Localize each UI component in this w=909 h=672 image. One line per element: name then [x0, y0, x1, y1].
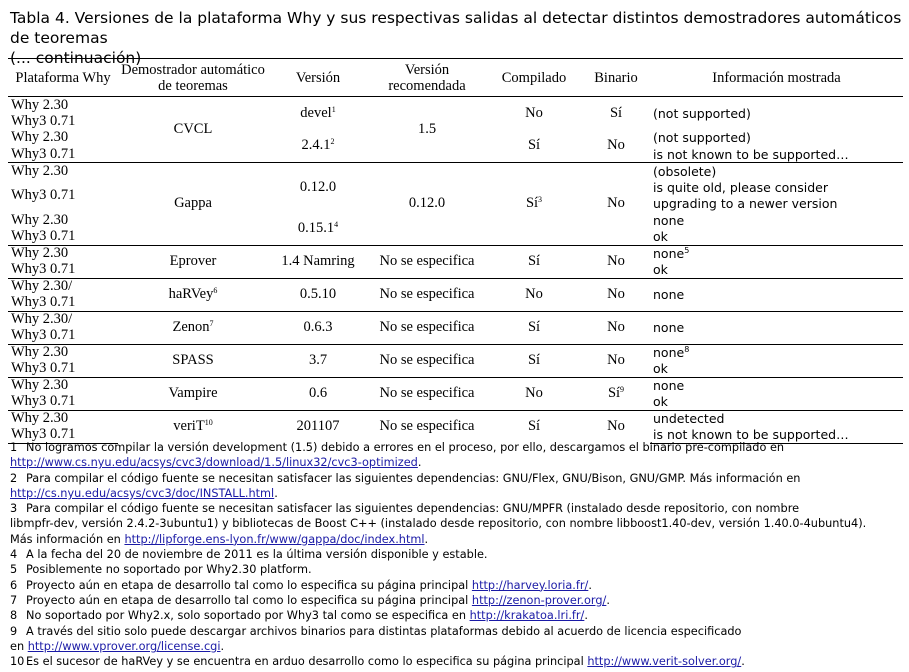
version-cell: 0.5.10 — [268, 278, 368, 311]
platform-cell: Why 2.30 — [8, 245, 118, 262]
compiled-cell: No — [486, 377, 582, 410]
footnote-4: 4 A la fecha del 20 de noviembre de 2011 es la última versión disponible y estable. — [10, 548, 488, 562]
table-row — [8, 344, 903, 361]
compiled-cell: Sí — [486, 410, 582, 443]
compiled-cell: No — [486, 278, 582, 311]
binary-cell: No — [582, 163, 650, 246]
platform-cell: Why 2.30 — [8, 163, 118, 180]
compiled-cell: Sí — [486, 245, 582, 278]
recommended-cell: No se especifica — [368, 245, 486, 278]
platform-cell: Why 2.30 — [8, 97, 118, 114]
binary-cell: No — [582, 410, 650, 443]
platform-cell: Why 2.30 — [8, 410, 118, 427]
caption-line-1: Tabla 4. Versiones de la plataforma Why y sus respectivas salidas al detectar distintos demostradores automáticos de teoremas — [10, 9, 902, 47]
binary-cell: No — [582, 278, 650, 311]
info-cell: ok — [653, 262, 668, 277]
prover-cell: haRVey$^6$ — [118, 278, 268, 311]
footnote-5: 5 Posiblemente no soportado por Why2.30 platform. — [10, 563, 312, 577]
info-cell: is not known to be supported… — [653, 146, 849, 162]
version-cell: 3.7 — [268, 344, 368, 377]
binary-cell: No — [582, 344, 650, 377]
platform-cell: Why 2.30/ — [8, 311, 118, 328]
platform-cell: Why 2.30/ — [8, 278, 118, 295]
platform-cell: Why3 0.71 — [11, 294, 76, 310]
platform-cell: Why3 0.71 — [11, 145, 76, 162]
platform-cell: Why 2.30 — [8, 344, 118, 361]
platform-cell: Why 2.30 — [8, 377, 118, 394]
footnote-9-link[interactable]: http://www.vprover.org/license.cgi — [27, 639, 221, 653]
table-row — [8, 377, 903, 394]
prover-cell: veriT$^{10}$ — [118, 410, 268, 443]
binary-cell: No — [607, 137, 625, 154]
info-cell: undetected — [650, 410, 903, 427]
table-row — [8, 410, 903, 427]
caption-line-2: (... continuación) — [10, 49, 142, 67]
header-compiled: Compilado — [486, 59, 582, 97]
compiled-cell: No — [486, 97, 582, 130]
platform-cell: Why3 0.71 — [11, 112, 76, 129]
compiled-cell: $Sí^3$ — [486, 163, 582, 246]
header-version: Versión — [268, 59, 368, 97]
platform-cell: Why3 0.71 — [11, 261, 76, 277]
platform-cell: Why3 0.71 — [11, 228, 76, 244]
version-cell: devel$^1$ — [268, 97, 368, 130]
prover-cell: Gappa — [118, 163, 268, 246]
version-cell: 0.15.1$^4$ — [297, 219, 339, 236]
platform-cell: Why 2.30 — [11, 211, 69, 228]
platform-cell: Why3 0.71 — [11, 393, 76, 409]
header-binary: Binario — [582, 59, 650, 97]
platform-cell: Why3 0.71 — [11, 360, 76, 376]
platform-cell: Why3 0.71 — [8, 427, 118, 444]
recommended-cell: No se especifica — [368, 377, 486, 410]
info-cell: none$^8$ — [650, 344, 903, 361]
recommended-cell: 1.5 — [368, 97, 486, 163]
platform-cell: Why3 0.71 — [11, 187, 76, 203]
version-cell: 0.6 — [268, 377, 368, 410]
version-cell: 2.4.1$^2$ — [301, 137, 335, 154]
table-header-row — [8, 59, 903, 97]
footnote-6: 6 Proyecto aún en etapa de desarrollo tal como lo especifica su página principal http://harvey.loria.fr/. — [10, 578, 592, 592]
header-info: Información mostrada — [650, 59, 903, 97]
table-row — [8, 163, 903, 180]
header-prover: Demostrador automático de teoremas — [118, 59, 268, 97]
info-cell: none — [653, 212, 685, 228]
footnote-2-link[interactable]: http://cs.nyu.edu/acsys/cvc3/doc/INSTALL.html — [10, 486, 275, 500]
footnote-3-link[interactable]: http://lipforge.ens-lyon.fr/www/gappa/doc/index.html — [124, 532, 425, 546]
recommended-cell: No se especifica — [368, 311, 486, 344]
info-cell: ok — [653, 229, 668, 244]
footnote-7: 7 Proyecto aún en etapa de desarrollo tal como lo especifica su página principal http://zenon-prover.org/. — [10, 593, 610, 607]
header-recommended: Versión recomendada — [368, 59, 486, 97]
recommended-cell: No se especifica — [368, 344, 486, 377]
footnote-3: 3 Para compilar el código fuente se necesitan satisfacer las siguientes dependencias: GNU/MPFR (instalado desde repositorio, con nombre libmpfr-dev, versión 2.4.2-3ubuntu1) y bibliotecas de Boost C++ (instalado desde repositorio, con nombre libboost1.40-dev, versión 1.40.0-4ubuntu4). Más información en http://lipforge.ens-lyon.fr/www/gappa/doc/index.html. — [10, 502, 867, 546]
footnotes — [10, 440, 900, 669]
compiled-cell: Sí — [527, 137, 541, 154]
info-cell: (not supported) — [653, 130, 751, 146]
recommended-cell: 0.12.0 — [368, 163, 486, 246]
recommended-cell: No se especifica — [368, 410, 486, 443]
prover-cell: Eprover — [118, 245, 268, 278]
footnote-10-link[interactable]: http://www.verit-solver.org/ — [587, 655, 742, 669]
info-cell: ok — [653, 361, 668, 376]
table-row — [8, 278, 903, 295]
version-cell: 201107 — [268, 410, 368, 443]
footnote-1: 1 No logramos compilar la versión development (1.5) debido a errores en el proceso, por ello, descargamos el binario pre-compilado en http://www.cs.nyu.edu/acsys/cvc3/download/1.5/linux32/cvc3-optimized. — [10, 441, 785, 470]
prover-cell: Zenon$^7$ — [118, 311, 268, 344]
platform-cell: Why3 0.71 — [11, 327, 76, 343]
footnote-10: 10 Es el sucesor de haRVey y se encuentra en arduo desarrollo como lo especifica su página principal http://www.verit-solver.org/. — [10, 655, 745, 669]
info-cell: (not supported) — [650, 97, 903, 130]
compiled-cell: Sí — [486, 344, 582, 377]
footnote-8-link[interactable]: http://krakatoa.lri.fr/ — [469, 609, 585, 623]
binary-cell: $Sí^9$ — [582, 377, 650, 410]
binary-cell: No — [582, 311, 650, 344]
info-cell: none — [650, 278, 903, 311]
info-cell: is quite old, please consider — [653, 179, 828, 195]
prover-cell: CVCL — [118, 97, 268, 163]
prover-cell: Vampire — [118, 377, 268, 410]
info-cell: ok — [653, 394, 668, 409]
binary-cell: Sí — [582, 97, 650, 130]
info-cell: none — [650, 311, 903, 344]
info-cell: none$^5$ — [650, 245, 903, 262]
footnote-2: 2 Para compilar el código fuente se necesitan satisfacer las siguientes dependencias: GNU/Flex, GNU/Bison, GNU/GMP. Más información en http://cs.nyu.edu/acsys/cvc3/doc/INSTALL.html. — [10, 471, 801, 500]
footnote-1-link[interactable]: http://www.cs.nyu.edu/acsys/cvc3/download/1.5/linux32/cvc3-optimized — [10, 456, 418, 470]
table-row — [8, 311, 903, 328]
version-cell: 0.6.3 — [268, 311, 368, 344]
prover-cell: SPASS — [118, 344, 268, 377]
recommended-cell: No se especifica — [368, 278, 486, 311]
footnote-9: 9 A través del sitio solo puede descargar archivos binarios para distintas plataformas debido al acuerdo de licencia especificado en http://www.vprover.org/license.cgi. — [10, 624, 742, 653]
info-cell: is not known to be supported… — [650, 427, 903, 444]
version-cell: 0.12.0 — [268, 163, 368, 213]
info-cell: upgrading to a newer version — [653, 196, 838, 212]
compiled-cell: Sí — [486, 311, 582, 344]
footnote-7-link[interactable]: http://zenon-prover.org/ — [471, 593, 607, 607]
binary-cell: No — [582, 245, 650, 278]
footnote-8: 8 No soportado por Why2.x, solo soportado por Why3 tal como se especifica en http://krakatoa.lri.fr/. — [10, 609, 588, 623]
table-row — [8, 97, 903, 114]
info-cell: none — [650, 377, 903, 394]
table-row — [8, 245, 903, 262]
header-platform: Plataforma Why — [8, 59, 118, 97]
footnote-6-link[interactable]: http://harvey.loria.fr/ — [471, 578, 589, 592]
info-cell: (obsolete) — [650, 163, 903, 180]
provers-table — [8, 58, 903, 444]
version-cell: 1.4 Namring — [268, 245, 368, 278]
platform-cell: Why 2.30 — [11, 129, 69, 146]
